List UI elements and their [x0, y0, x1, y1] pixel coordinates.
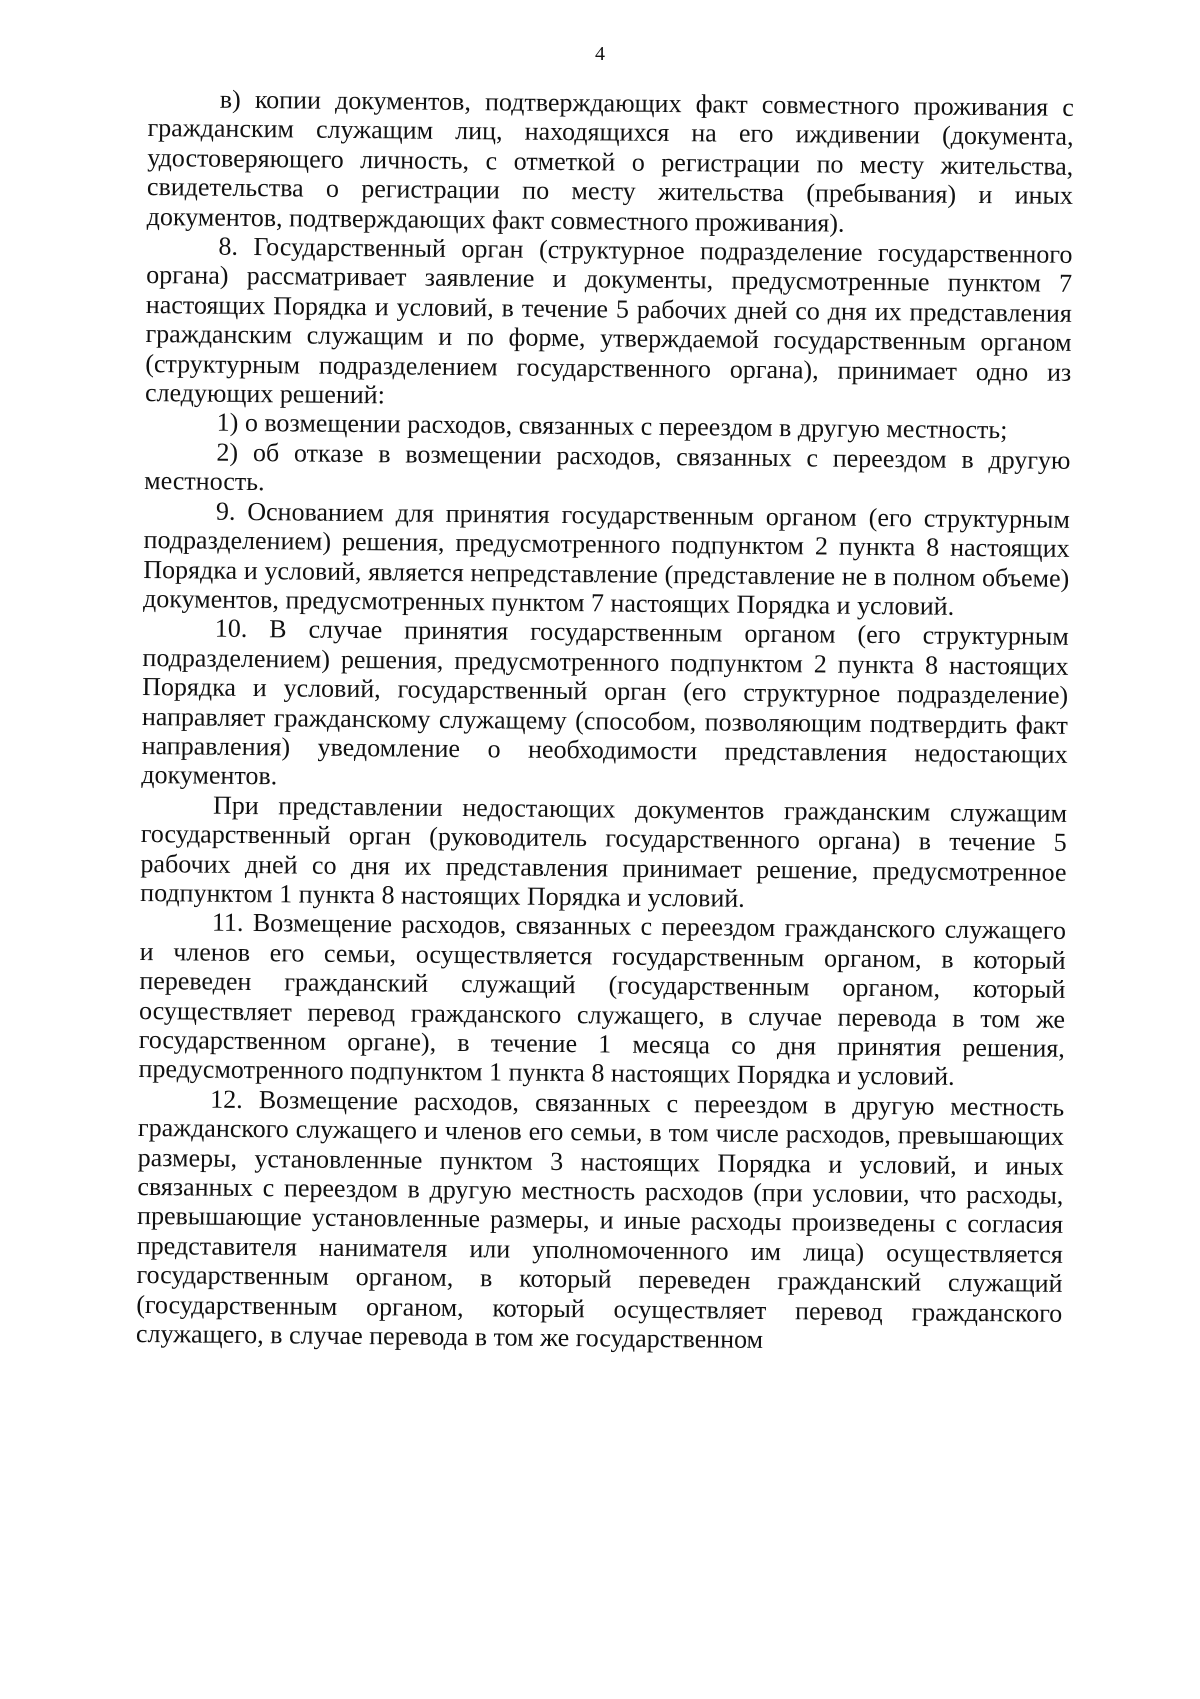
paragraph-8: 8. Государственный орган (структурное подразделение государственного органа) рассматривает заявление и документы, предусмотренные пунктом 7 настоящих Порядка и условий, в течение 5 рабочих дней со дня их представления гражданским служащим и по форме, утверждаемой государственным органом (структурным подразделением государственного органа), принимает одно из следующих решений: [144, 231, 1073, 410]
paragraph-10-continuation: При представлении недостающих документов гражданским служащим государственный орган (руководитель государственного органа) в течение 5 рабочих дней со дня их представления принимает решение, предусмотренное подпунктом 1 пункта 8 настоящих Порядка и условий. [140, 790, 1068, 913]
document-body [136, 84, 1074, 1357]
paragraph-11: 11. Возмещение расходов, связанных с переездом гражданского служащего и членов его семьи, осуществляется государственным органом, в который переведен гражданский служащий (государственным органом, который осуществляет перевод гражданского служащего, в случае перевода в том же государственном органе), в течение 1 месяца со дня принятия решения, предусмотренного подпунктом 1 пункта 8 настоящих Порядка и условий. [138, 908, 1067, 1092]
paragraph-item-v: в) копии документов, подтверждающих факт совместного проживания с гражданским служащим лиц, находящихся на его иждивении (документа, удостоверяющего личность, с отметкой о регистрации по месту жительства, свидетельства о регистрации по месту жительства (пребывания) и иных документов, подтверждающих факт совместного проживания). [146, 84, 1074, 238]
paragraph-10: 10. В случае принятия государственным органом (его структурным подразделением) решения, предусмотренного подпунктом 2 пункта 8 настоящих Порядка и условий, государственный орган (его структурное подразделение) направляет гражданскому служащему (способом, позволяющим подтвердить факт направления) уведомление о необходимости представления недостающих документов. [141, 613, 1069, 791]
paragraph-8-subitem-1: 1) о возмещении расходов, связанных с переездом в другую местность; [216, 408, 1008, 445]
paragraph-12: 12. Возмещение расходов, связанных с переездом в другую местность гражданского служащего и членов его семьи, в том числе расходов, превышающих размеры, установленные пунктом 3 настоящих Порядка и условий, и иных связанных с переездом в другую местность расходов (при условии, что расходы, превышающие установленные размеры, и иные расходы произведены с согласия представителя нанимателя или уполномоченного им лица) осуществляется государственным органом, в который переведен гражданский служащий (государственным органом, который осуществляет перевод гражданского служащего, в случае перевода в том же государственном [135, 1084, 1065, 1355]
paragraph-8-subitem-2: 2) об отказе в возмещении расходов, связанных с переездом в другую местность. [144, 437, 1071, 497]
page-number: 4 [595, 43, 605, 65]
paragraph-9: 9. Основанием для принятия государственным органом (его структурным подразделением) решения, предусмотренного подпунктом 2 пункта 8 настоящих Порядка и условий, является непредставление (представление не в полном объеме) документов, предусмотренных пунктом 7 настоящих Порядка и условий. [142, 496, 1071, 621]
